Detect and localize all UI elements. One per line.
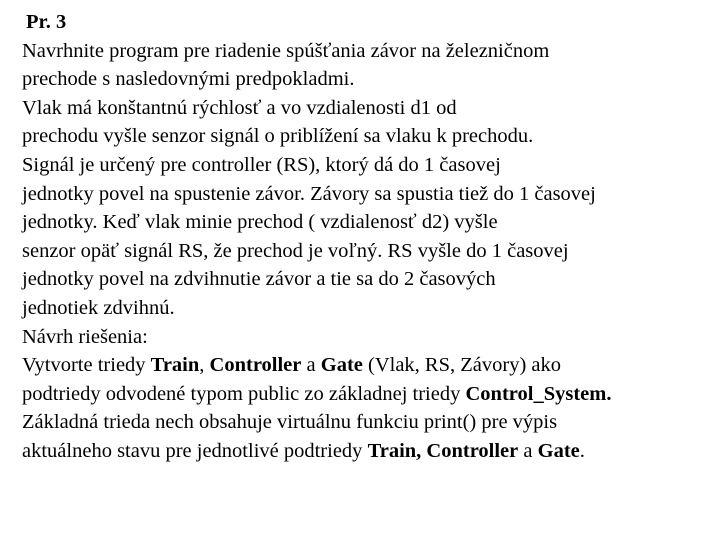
text-segment: , [199, 354, 210, 377]
class-name-gate: Gate [537, 439, 580, 462]
text-line: prechodu vyšle senzor signál o priblížení sa vlaku k prechodu. [22, 125, 534, 148]
text-line [22, 351, 718, 380]
exercise-title: Pr. 3 [26, 11, 67, 33]
class-name-train: Train [150, 354, 200, 377]
text-segment: (Vlak, RS, Závory) ako [362, 354, 561, 377]
text-line: jednotky. Keď vlak minie prechod ( vzdialenosť d2) vyšle [22, 211, 498, 234]
text-line: jednotky povel na spustenie závor. Závory sa spustia tiež do 1 časovej [22, 182, 596, 205]
text-segment: a [301, 354, 321, 377]
text-line: senzor opäť signál RS, že prechod je voľný. RS vyšle do 1 časovej [22, 239, 569, 262]
text-line: prechode s nasledovnými predpokladmi. [22, 68, 355, 91]
text-segment: podtriedy odvodené typom public zo základnej triedy [22, 382, 466, 405]
text-segment: a [518, 439, 538, 462]
text-segment: aktuálneho stavu pre jednotlivé podtriedy [22, 439, 368, 462]
text-segment: . [579, 439, 585, 462]
text-line: Navrhnite program pre riadenie spúšťania závor na železničnom [22, 39, 550, 62]
text-line: Vlak má konštantnú rýchlosť a vo vzdialenosti d1 od [22, 96, 457, 119]
class-name-gate: Gate [320, 354, 363, 377]
text-line: Základná trieda nech obsahuje virtuálnu funkciu print() pre výpis [22, 411, 558, 434]
text-line: jednotiek zdvihnú. [22, 296, 175, 319]
text-segment: Vytvorte triedy [22, 354, 151, 377]
class-name-controller: Controller [209, 354, 302, 377]
text-line [22, 380, 718, 409]
exercise-text [22, 8, 718, 466]
text-line: Signál je určený pre controller (RS), ktorý dá do 1 časovej [22, 153, 501, 176]
text-line [22, 437, 718, 466]
class-names-train-controller: Train, Controller [367, 439, 519, 462]
text-line: jednotky povel na zdvihnutie závor a tie sa do 2 časových [22, 268, 496, 291]
class-name-control-system: Control_System. [465, 382, 612, 405]
solution-heading: Návrh riešenia: [22, 325, 148, 348]
